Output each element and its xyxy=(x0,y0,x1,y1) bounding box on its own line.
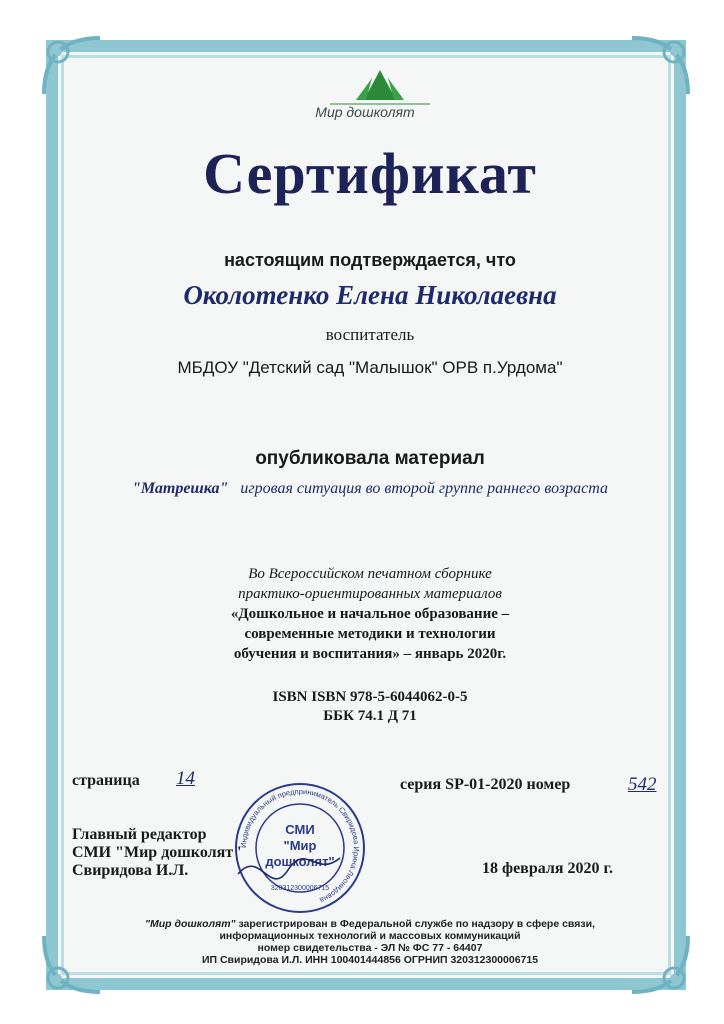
registration-footer xyxy=(120,918,620,966)
isbn-block xyxy=(200,688,540,726)
collection-title-line: обучения и воспитания» – январь 2020г. xyxy=(233,646,507,662)
footer-line: информационных технологий и массовых коммуникаций xyxy=(219,930,521,942)
footer-quote: "Мир дошколят" xyxy=(145,918,236,930)
footer-line: номер свидетельства - ЭЛ № ФС 77 - 64407 xyxy=(257,942,483,954)
footer-line xyxy=(120,918,620,930)
recipient-name: Околотенко Елена Николаевна xyxy=(183,280,557,310)
editor-title: Главный редактор xyxy=(72,826,207,843)
recipient-position: воспитатель xyxy=(325,325,415,344)
editor-media: СМИ "Мир дошколят" xyxy=(72,844,242,861)
corner-ornament-icon xyxy=(40,932,104,996)
seal-center-line: дошколят" xyxy=(265,854,335,869)
collection-info xyxy=(140,564,600,664)
footer-line-rest: зарегистрирован в Федеральной службе по надзору в сфере связи, xyxy=(235,918,595,930)
corner-ornament-icon xyxy=(628,34,692,98)
certificate-title: Сертификат xyxy=(203,141,537,206)
page-number: 14 xyxy=(176,768,195,789)
published-label: опубликовала материал xyxy=(255,448,485,469)
collection-title-line: «Дошкольное и начальное образование – xyxy=(230,606,510,622)
seal-ring-text: Индивидуальный предприниматель Свиридова Ирина Леонидовна xyxy=(238,786,362,905)
page-label: страница xyxy=(72,772,140,789)
editor-name: Свиридова И.Л. xyxy=(72,862,189,879)
seal-center-line: "Мир xyxy=(283,838,317,853)
recipient-organization: МБДОУ "Детский сад "Малышок" ОРВ п.Урдома" xyxy=(177,358,563,377)
series-label: серия SP-01-2020 номер xyxy=(400,776,571,793)
bbk: ББК 74.1 Д 71 xyxy=(323,708,417,724)
seal-center-line: СМИ xyxy=(285,822,315,837)
corner-ornament-icon xyxy=(40,34,104,98)
chief-editor-block xyxy=(72,826,242,880)
material-title xyxy=(70,480,670,498)
logo-text: Мир дошколят xyxy=(315,104,415,120)
round-seal-icon xyxy=(230,778,370,918)
isbn: ISBN ISBN 978-5-6044062-0-5 xyxy=(272,689,468,705)
corner-ornament-icon xyxy=(628,932,692,996)
collection-title-line: современные методики и технологии xyxy=(244,626,496,642)
confirmation-text: настоящим подтверждается, что xyxy=(224,250,516,270)
certificate-number: 542 xyxy=(628,774,657,795)
material-description: игровая ситуация во второй группе раннего возраста xyxy=(240,480,608,497)
material-name: "Матрешка" xyxy=(132,480,229,497)
issue-date: 18 февраля 2020 г. xyxy=(482,860,613,877)
collection-line: практико-ориентированных материалов xyxy=(238,586,502,602)
collection-line: Во Всероссийском печатном сборнике xyxy=(248,566,492,582)
footer-line: ИП Свиридова И.Л. ИНН 100401444856 ОГРНИП 320312300006715 xyxy=(201,954,539,966)
seal-ogrn: 320312300006715 xyxy=(270,885,330,892)
